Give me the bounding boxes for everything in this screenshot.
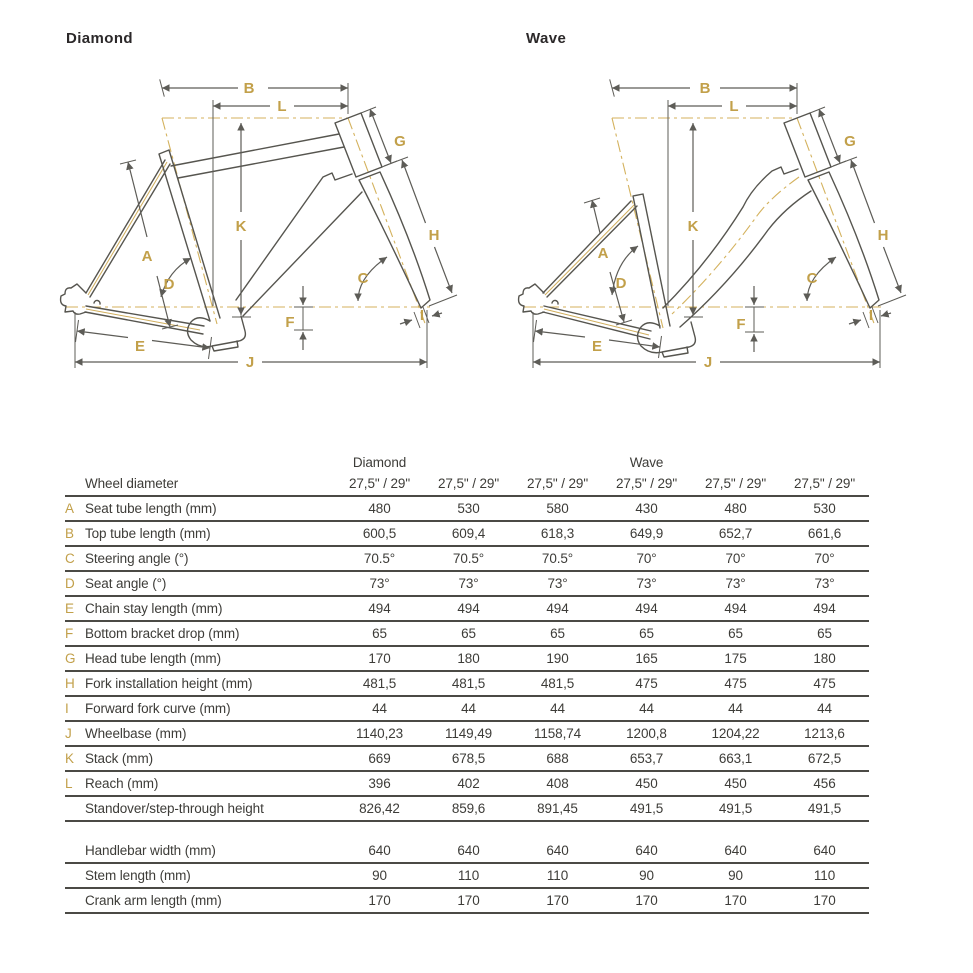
row-value: 1213,6 [804, 726, 845, 741]
row-value: 475 [635, 676, 658, 691]
group-header-row [65, 453, 869, 472]
top-tube [171, 134, 344, 178]
row-value: 90 [728, 868, 743, 883]
dim-I-arrow-right [881, 313, 891, 316]
diamond-frame-drawing [40, 50, 480, 390]
row-value: 44 [461, 701, 476, 716]
row-value: 44 [372, 701, 387, 716]
row-value: 640 [635, 843, 658, 858]
dim-G [370, 109, 391, 163]
row-value: 170 [724, 893, 747, 908]
bottom-bracket-motor [638, 322, 696, 357]
row-value: 494 [635, 601, 658, 616]
row-value: 73° [725, 576, 746, 591]
main-table [65, 453, 869, 822]
row-value: 491,5 [629, 801, 664, 816]
row-value: 640 [724, 843, 747, 858]
row-value: 27,5" / 29" [437, 476, 500, 491]
row-value: 430 [635, 501, 658, 516]
wave-title: Wave [526, 30, 567, 47]
label-D: D [615, 275, 627, 292]
diamond-title: Diamond [66, 30, 133, 47]
label-F: F [285, 314, 295, 331]
row-value: 73° [636, 576, 657, 591]
table-row [65, 571, 869, 596]
row-value: 859,6 [451, 801, 486, 816]
table-row [65, 596, 869, 621]
dim-H-tick-bottom [429, 295, 457, 306]
row-letter: C [65, 551, 75, 566]
dim-H-tick-top [384, 157, 408, 166]
row-value: 530 [813, 501, 836, 516]
label-A: A [141, 248, 153, 265]
chain-stay [85, 300, 204, 334]
row-label: Top tube length (mm) [85, 526, 211, 541]
row-value: 27,5" / 29" [526, 476, 589, 491]
row-label: Steering angle (°) [85, 551, 189, 566]
row-value: 175 [724, 651, 747, 666]
row-value: 1200,8 [626, 726, 667, 741]
rear-dropout [61, 284, 86, 314]
table-row [65, 888, 869, 913]
dim-H-tick-bottom [878, 295, 906, 306]
row-value: 661,6 [807, 526, 842, 541]
row-value: 481,5 [540, 676, 575, 691]
row-label: Reach (mm) [85, 776, 159, 791]
row-value: 70° [636, 551, 657, 566]
wave-frame-drawing [500, 50, 940, 390]
table-row [65, 863, 869, 888]
label-L: L [277, 98, 287, 115]
row-letter [65, 472, 85, 496]
row-value: 170 [368, 893, 391, 908]
row-label: Stem length (mm) [85, 868, 191, 883]
row-value: 110 [457, 868, 480, 883]
row-label [85, 453, 335, 472]
row-value: 652,7 [718, 526, 753, 541]
row-letter: I [65, 701, 69, 716]
row-value: 170 [368, 651, 391, 666]
table-row [65, 696, 869, 721]
row-value [780, 453, 869, 472]
label-D: D [163, 276, 175, 293]
row-value: 70.5° [541, 551, 574, 566]
row-value: 73° [814, 576, 835, 591]
row-label: Crank arm length (mm) [85, 893, 222, 908]
row-value: 640 [546, 843, 569, 858]
dim-G-tick-top [361, 107, 376, 113]
row-value: 649,9 [629, 526, 664, 541]
step-through-down-tube [663, 167, 811, 327]
row-value: 65 [461, 626, 476, 641]
row-value: 165 [635, 651, 658, 666]
row-value: 27,5" / 29" [793, 476, 856, 491]
row-value: 494 [368, 601, 391, 616]
row-letter: K [65, 751, 74, 766]
chain-stay [543, 300, 651, 339]
row-value: 663,1 [718, 751, 753, 766]
row-value: 640 [813, 843, 836, 858]
table-row [65, 496, 869, 521]
down-tube [236, 173, 362, 316]
row-value: 90 [372, 868, 387, 883]
row-value: 70.5° [363, 551, 396, 566]
row-value: 27,5" / 29" [348, 476, 411, 491]
row-value: 65 [817, 626, 832, 641]
label-I: I [419, 307, 425, 324]
chainstay-centerline [86, 309, 200, 330]
row-value: 1149,49 [444, 726, 493, 741]
label-B: B [243, 80, 255, 97]
row-value: 170 [457, 893, 480, 908]
label-E: E [134, 338, 146, 355]
row-value: 678,5 [451, 751, 486, 766]
row-value: 491,5 [807, 801, 842, 816]
row-letter [65, 796, 85, 821]
row-value: 190 [546, 651, 569, 666]
row-value: 450 [635, 776, 658, 791]
row-label: Fork installation height (mm) [85, 676, 253, 691]
row-value: 27,5" / 29" [704, 476, 767, 491]
row-value: 491,5 [718, 801, 753, 816]
row-value [513, 453, 602, 472]
label-A: A [597, 245, 609, 262]
wheel-diameter-row [65, 472, 869, 496]
label-J: J [245, 354, 255, 371]
label-G: G [844, 133, 856, 150]
row-value: 90 [639, 868, 654, 883]
table-row [65, 671, 869, 696]
row-value: 65 [728, 626, 743, 641]
dim-H [851, 160, 901, 293]
diamond-frame-diagram [40, 22, 480, 422]
dim-I-arrow-left [400, 320, 412, 324]
row-value: 530 [457, 501, 480, 516]
row-label: Forward fork curve (mm) [85, 701, 231, 716]
dim-H [402, 160, 452, 293]
row-label: Stack (mm) [85, 751, 153, 766]
row-value [424, 453, 513, 472]
row-value: 1158,74 [533, 726, 582, 741]
row-value: 170 [635, 893, 658, 908]
row-label: Standover/step-through height [85, 801, 264, 816]
row-value: 481,5 [451, 676, 486, 691]
row-letter: F [65, 626, 74, 641]
row-value: 44 [639, 701, 654, 716]
geometry-spec-table [65, 453, 869, 914]
table-row [65, 746, 869, 771]
label-E: E [591, 338, 603, 355]
row-letter [65, 453, 85, 472]
label-K: K [687, 218, 699, 235]
row-value: 1140,23 [355, 726, 404, 741]
wave-frame-diagram [500, 22, 940, 422]
row-value: 494 [813, 601, 836, 616]
row-letter: B [65, 526, 74, 541]
seat-axis-line [162, 118, 217, 324]
row-label: Bottom bracket drop (mm) [85, 626, 240, 641]
row-value: 402 [457, 776, 480, 791]
row-value: 688 [546, 751, 569, 766]
row-value: 65 [372, 626, 387, 641]
row-value: 600,5 [362, 526, 397, 541]
dim-I-arrow-left [849, 320, 861, 324]
dim-H-tick-top [833, 157, 857, 166]
row-label: Seat tube length (mm) [85, 501, 217, 516]
label-G: G [394, 133, 406, 150]
row-value: 494 [457, 601, 480, 616]
label-K: K [235, 218, 247, 235]
dim-G-tick-top [810, 107, 825, 113]
row-value: 180 [813, 651, 836, 666]
row-label: Chain stay length (mm) [85, 601, 223, 616]
row-value: 480 [368, 501, 391, 516]
row-value: 73° [458, 576, 479, 591]
row-letter: G [65, 651, 76, 666]
row-value: 475 [813, 676, 836, 691]
dim-G [819, 109, 840, 163]
table-row [65, 771, 869, 796]
label-J: J [703, 354, 713, 371]
row-value: 1204,22 [711, 726, 760, 741]
row-letter: L [65, 776, 73, 791]
label-B: B [699, 80, 711, 97]
row-value: Wave [629, 455, 664, 470]
dim-I-arrow-right [432, 313, 442, 316]
row-label: Seat angle (°) [85, 576, 167, 591]
row-value: 70° [814, 551, 835, 566]
row-value: 826,42 [359, 801, 400, 816]
row-value: 73° [369, 576, 390, 591]
table-row [65, 521, 869, 546]
row-letter: D [65, 576, 75, 591]
row-value: 110 [813, 868, 836, 883]
row-value: 480 [724, 501, 747, 516]
row-letter: J [65, 726, 72, 741]
row-value: 73° [547, 576, 568, 591]
row-value: 672,5 [807, 751, 842, 766]
label-I: I [868, 307, 874, 324]
row-value: 70° [725, 551, 746, 566]
components-table [65, 839, 869, 914]
label-F: F [736, 316, 746, 333]
row-letter: H [65, 676, 75, 691]
row-label: Handlebar width (mm) [85, 843, 216, 858]
row-value: 456 [813, 776, 836, 791]
row-label: Wheel diameter [85, 476, 179, 491]
label-C: C [357, 270, 369, 287]
table-row [65, 546, 869, 571]
fork-blade [808, 172, 879, 308]
label-H: H [877, 227, 889, 244]
row-value: 110 [546, 868, 569, 883]
downtube-centerline [672, 177, 799, 314]
table-row [65, 796, 869, 821]
row-value: 653,7 [629, 751, 664, 766]
label-H: H [428, 227, 440, 244]
row-value: 65 [550, 626, 565, 641]
row-value: 494 [546, 601, 569, 616]
row-value: 475 [724, 676, 747, 691]
row-value: 180 [457, 651, 480, 666]
label-L: L [729, 98, 739, 115]
rear-dropout [519, 284, 544, 314]
chainstay-centerline [544, 309, 649, 335]
row-letter: E [65, 601, 74, 616]
label-C: C [806, 270, 818, 287]
row-value: 891,45 [537, 801, 578, 816]
row-value: 580 [546, 501, 569, 516]
row-value: 396 [368, 776, 391, 791]
row-value: 44 [550, 701, 565, 716]
row-value: 640 [368, 843, 391, 858]
row-letter [65, 888, 85, 913]
row-value: 640 [457, 843, 480, 858]
row-letter [65, 839, 85, 863]
table-row [65, 839, 869, 863]
fork-blade [359, 172, 430, 308]
table-row [65, 721, 869, 746]
row-value: 618,3 [540, 526, 575, 541]
row-value: 609,4 [451, 526, 486, 541]
row-letter [65, 863, 85, 888]
row-label: Head tube length (mm) [85, 651, 221, 666]
row-value: 65 [639, 626, 654, 641]
row-label: Wheelbase (mm) [85, 726, 187, 741]
row-value: 450 [724, 776, 747, 791]
table-row [65, 621, 869, 646]
row-value: 481,5 [362, 676, 397, 691]
row-value [691, 453, 780, 472]
row-value: Diamond [352, 455, 407, 470]
row-value: 170 [813, 893, 836, 908]
seat-tube [633, 194, 670, 328]
seatstay-centerline [88, 162, 167, 295]
row-value: 494 [724, 601, 747, 616]
row-value: 70.5° [452, 551, 485, 566]
row-value: 44 [817, 701, 832, 716]
row-value: 44 [728, 701, 743, 716]
table-row [65, 646, 869, 671]
row-value: 27,5" / 29" [615, 476, 678, 491]
row-value: 170 [546, 893, 569, 908]
row-letter: A [65, 501, 74, 516]
row-value: 408 [546, 776, 569, 791]
row-value: 669 [368, 751, 391, 766]
